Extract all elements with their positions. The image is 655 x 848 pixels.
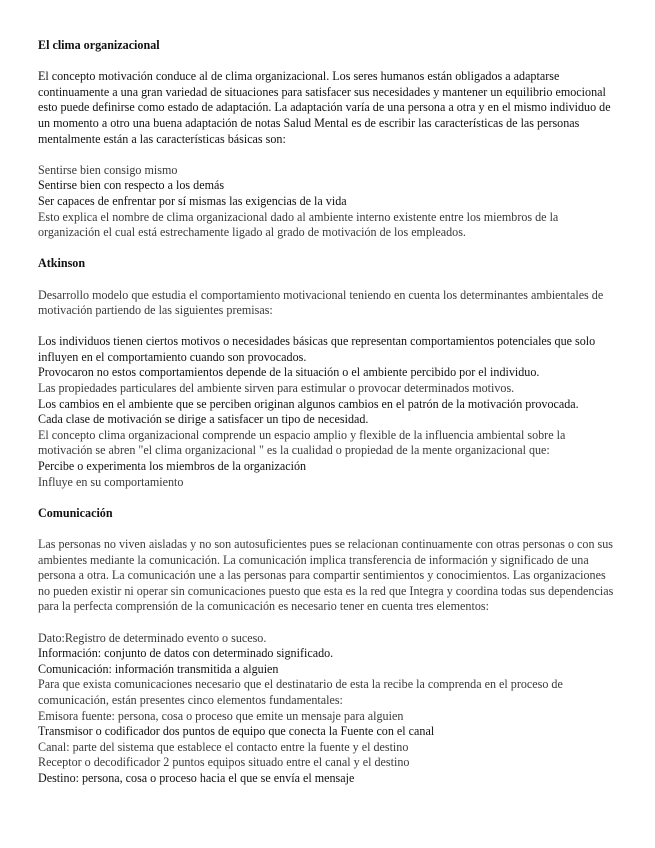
- section-heading-clima: El clima organizacional: [38, 38, 160, 52]
- list-item: Comunicación: información transmitida a alguien: [38, 661, 279, 676]
- list-item: Esto explica el nombre de clima organizacional dado al ambiente interno existente entre los miembros de la organización el cual está estrechamente ligado al grado de motivación de los empleados.: [38, 209, 559, 240]
- list-item: Transmisor o codificador dos puntos de equipo que conecta la Fuente con el canal: [38, 724, 435, 739]
- section-heading-comunicacion: Comunicación: [38, 505, 113, 520]
- list-item: Cada clase de motivación se dirige a satisfacer un tipo de necesidad.: [38, 412, 369, 427]
- list-item: Canal: parte del sistema que establece el contacto entre la fuente y el destino: [38, 739, 409, 754]
- list-item: El concepto clima organizacional comprende un espacio amplio y flexible de la influencia ambiental sobre la motivación se abren "el clima organizacional " es la cualidad o propiedad de la mente organizacional que:: [38, 427, 566, 458]
- list-item: Percibe o experimenta los miembros de la organización: [38, 459, 307, 474]
- list-item: Influye en su comportamiento: [38, 474, 184, 489]
- list-item: Los cambios en el ambiente que se perciben originan algunos cambios en el patrón de la motivación provocada.: [38, 396, 579, 411]
- list-item: Provocaron no estos comportamientos depende de la situación o el ambiente percibido por el individuo.: [38, 365, 540, 380]
- section-heading-atkinson: Atkinson: [38, 256, 86, 271]
- list-item: Para que exista comunicaciones necesario que el destinatario de esta la recibe la comprenda en el proceso de comunicación, están presentes cinco elementos fundamentales:: [38, 677, 563, 707]
- list-item: Ser capaces de enfrentar por sí mismas las exigencias de la vida: [38, 193, 347, 208]
- document-page: [38, 38, 618, 787]
- list-item: Las propiedades particulares del ambiente sirven para estimular o provocar determinados motivos.: [38, 381, 515, 396]
- list-item: Destino: persona, cosa o proceso hacia el que se envía el mensaje: [38, 770, 355, 785]
- list-item: Receptor o decodificador 2 puntos equipos situado entre el canal y el destino: [38, 755, 410, 770]
- list-item: Sentirse bien con respecto a los demás: [38, 178, 225, 193]
- paragraph-clima-intro: El concepto motivación conduce al de clima organizacional. Los seres humanos están obligados a adaptarse continuamente a una gran variedad de situaciones para satisfacer sus necesidades y mantener un equilibrio emocional esto puede definirse como estado de adaptación. La adaptación varía de una persona a otra y en el mismo individuo de un momento a otro una buena adaptación de notas Salud Mental es de escribir las características de las personas mentalmente están a las características básicas son:: [38, 69, 611, 146]
- list-item: Emisora fuente: persona, cosa o proceso que emite un mensaje para alguien: [38, 708, 404, 723]
- list-item: Los individuos tienen ciertos motivos o necesidades básicas que representan comportamientos potenciales que solo influyen en el comportamiento cuando son provocados.: [38, 334, 596, 364]
- paragraph-atkinson-intro: Desarrollo modelo que estudia el comportamiento motivacional teniendo en cuenta los determinantes ambientales de motivación partiendo de las siguientes premisas:: [38, 287, 604, 318]
- list-item: Información: conjunto de datos con determinado significado.: [38, 646, 334, 661]
- list-item: Dato:Registro de determinado evento o suceso.: [38, 630, 267, 645]
- list-item: Sentirse bien consigo mismo: [38, 162, 178, 177]
- paragraph-comunicacion-intro: Las personas no viven aisladas y no son autosuficientes pues se relacionan continuamente con otras personas o con sus ambientes mediante la comunicación. La comunicación implica transferencia de información y significado de una persona a otra. La comunicación une a las personas para compartir sentimientos y conocimientos. Las organizaciones no pueden existir ni operar sin comunicaciones puesto que esta es la red que Integra y coordina todas sus dependencias para la perfecta comprensión de la comunicación es necesario tener en cuenta tres elementos:: [38, 537, 614, 614]
